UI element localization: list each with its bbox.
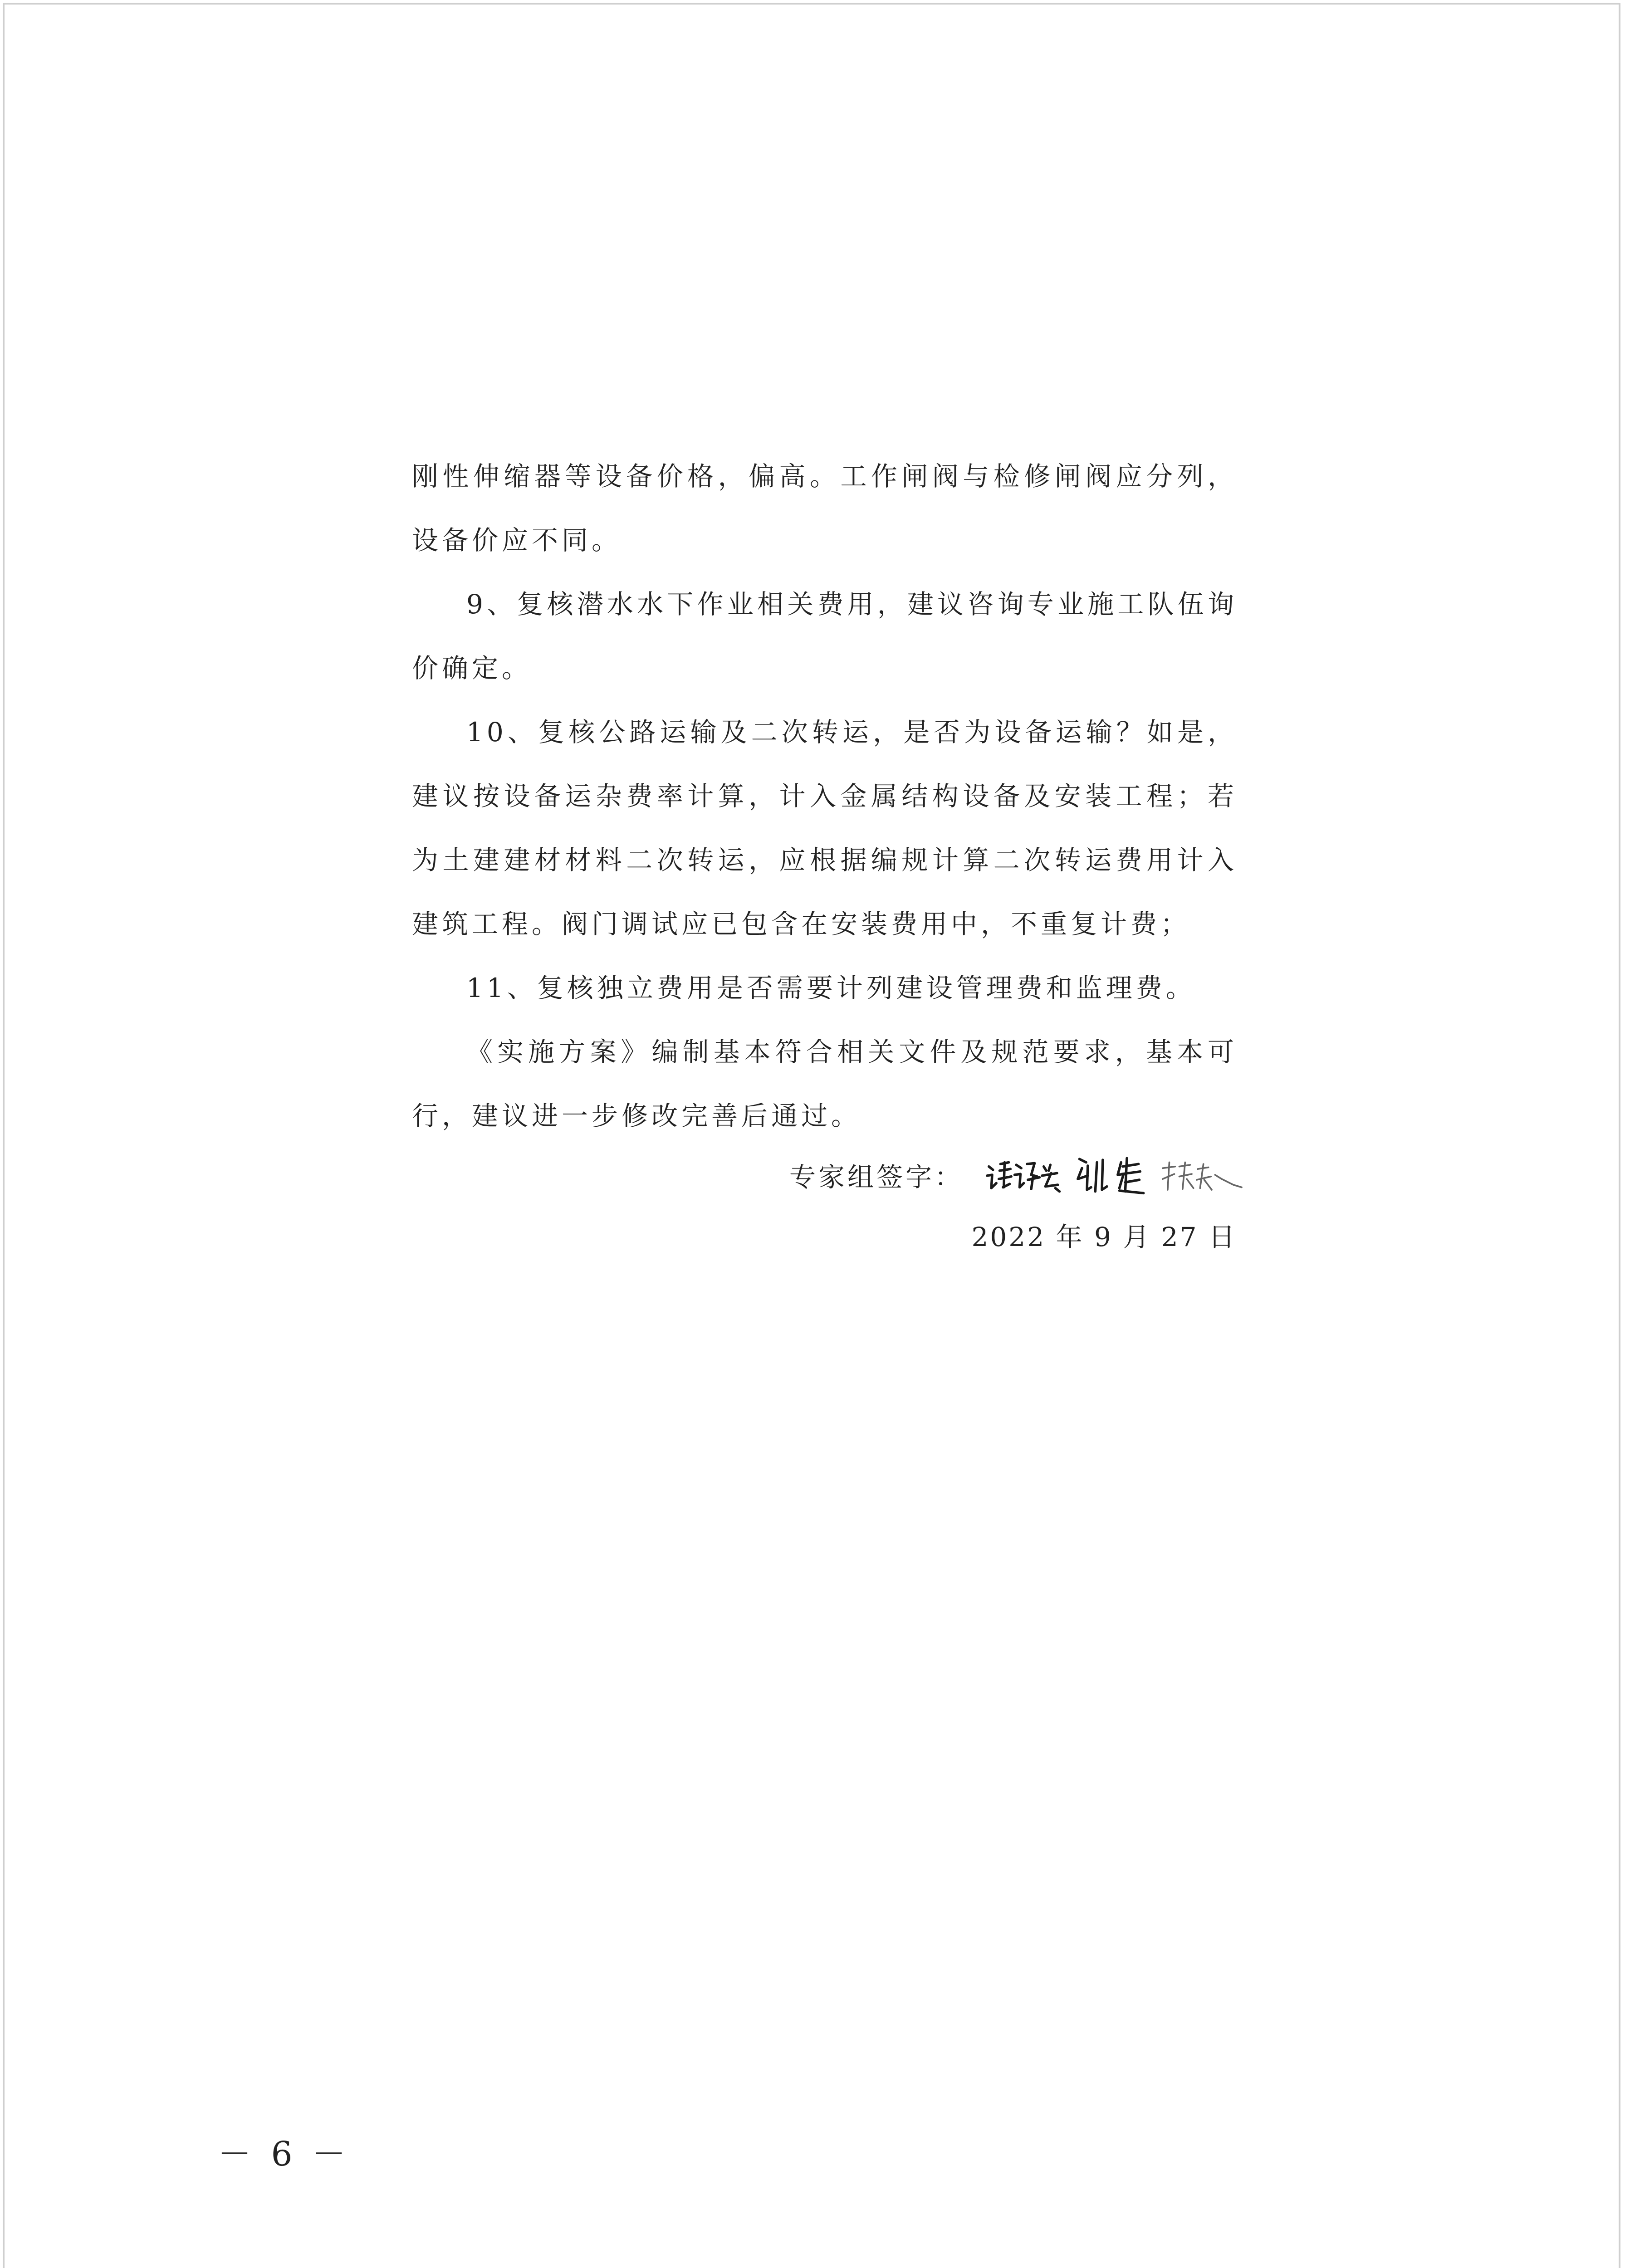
signature-label: 专家组签字： <box>789 1162 964 1193</box>
page-number: － 6 － <box>218 2135 351 2174</box>
paragraph-item-10: 10、复核公路运输及二次转运，是否为设备运输？如是，建议按设备运杂费率计算，计入金属结构设备及安装工程；若为土建建材材料二次转运，应根据编规计算二次转运费用计入建筑工程。阀门调试应已包含在安装费用中，不重复计费； <box>412 717 1238 939</box>
signing-date: 2022 年 9 月 27 日 <box>971 1222 1237 1252</box>
paragraph-equipment-price: 刚性伸缩器等设备价格，偏高。工作闸阀与检修闸阀应分列，设备价应不同。 <box>412 461 1238 556</box>
paragraph-item-11: 11、复核独立费用是否需要计列建设管理费和监理费。 <box>466 973 1196 1003</box>
signature-line <box>789 1148 1262 1202</box>
document-body <box>412 445 1238 1148</box>
paragraph-item-9: 9、复核潜水水下作业相关费用，建议咨询专业施工队伍询价确定。 <box>412 589 1238 684</box>
paragraph-conclusion: 《实施方案》编制基本符合相关文件及规范要求，基本可行，建议进一步修改完善后通过。 <box>412 1036 1238 1131</box>
handwritten-signatures <box>972 1150 1262 1200</box>
